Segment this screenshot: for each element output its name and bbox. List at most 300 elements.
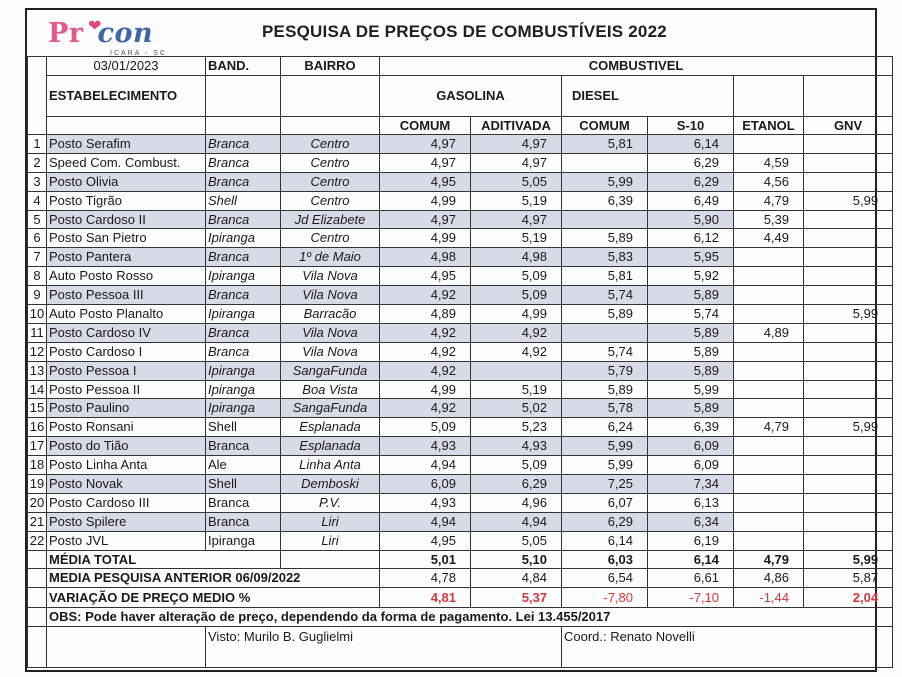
signature-row	[28, 627, 893, 668]
station-bairro: Barracão	[281, 305, 380, 324]
station-name: Posto Pessoa II	[47, 380, 206, 399]
station-band: Ipiranga	[206, 399, 281, 418]
etanol-header: ETANOL	[734, 117, 804, 135]
etanol-price: 4,59	[734, 153, 804, 172]
etanol-price: 4,56	[734, 172, 804, 191]
station-name: Posto Linha Anta	[47, 456, 206, 475]
gas-aditivada-price: 5,19	[471, 229, 562, 248]
station-bairro: Vila Nova	[281, 323, 380, 342]
diesel-comum-price: 5,81	[562, 267, 648, 286]
station-bairro: 1º de Maio	[281, 248, 380, 267]
station-bairro: Vila Nova	[281, 286, 380, 305]
diesel-header: DIESEL	[562, 76, 734, 117]
station-name: Posto Pessoa I	[47, 361, 206, 380]
etanol-price	[734, 437, 804, 456]
diesel-comum-price: 6,39	[562, 191, 648, 210]
station-bairro: SangaFunda	[281, 399, 380, 418]
etanol-price	[734, 248, 804, 267]
gas-comum-price: 4,94	[380, 456, 471, 475]
gas-comum-price: 4,97	[380, 135, 471, 154]
etanol-price	[734, 380, 804, 399]
station-bairro: Centro	[281, 172, 380, 191]
gas-comum-price: 4,98	[380, 248, 471, 267]
etanol-spacer	[734, 76, 804, 117]
logo-subtitle: ICARA - SC	[110, 50, 167, 57]
row-index: 21	[28, 512, 47, 531]
etanol-price: 4,79	[734, 418, 804, 437]
procon-logo	[42, 14, 192, 60]
media-total-label: MÉDIA TOTAL	[47, 550, 281, 569]
gas-aditivada-price: 4,97	[471, 135, 562, 154]
station-bairro: Centro	[281, 135, 380, 154]
logo-part2: con	[97, 18, 154, 49]
diesel-s10-price: 5,74	[648, 305, 734, 324]
station-band: Branca	[206, 210, 281, 229]
gas-aditivada-price: 4,93	[471, 437, 562, 456]
station-band: Branca	[206, 323, 281, 342]
station-name: Posto JVL	[47, 531, 206, 550]
bairro-spacer	[281, 76, 380, 117]
obs-row	[28, 608, 893, 627]
gas-aditivada-price: 4,97	[471, 153, 562, 172]
signature-blank	[47, 627, 206, 668]
row-index: 5	[28, 210, 47, 229]
station-name: Posto Tigrão	[47, 191, 206, 210]
table-row	[28, 210, 893, 229]
name-subheader	[47, 117, 206, 135]
gas-aditivada-price: 5,09	[471, 456, 562, 475]
gas-comum-price: 4,99	[380, 229, 471, 248]
row-index: 7	[28, 248, 47, 267]
diesel-comum-price: 6,14	[562, 531, 648, 550]
media-total-ga: 5,10	[471, 550, 562, 569]
page-title: PESQUISA DE PREÇOS DE COMBUSTÍVEIS 2022	[262, 22, 667, 41]
row-index: 1	[28, 135, 47, 154]
gnv-price	[804, 437, 893, 456]
etanol-price	[734, 512, 804, 531]
station-name: Auto Posto Planalto	[47, 305, 206, 324]
row-index: 16	[28, 418, 47, 437]
band-header: BAND.	[206, 57, 281, 76]
variacao-s10: -7,10	[648, 588, 734, 608]
variacao-label: VARIAÇÃO DE PREÇO MEDIO %	[47, 588, 380, 608]
etanol-price	[734, 135, 804, 154]
variacao-index	[28, 588, 47, 608]
signature-index	[28, 627, 47, 668]
header-row-2	[28, 76, 893, 117]
variacao-dc: -7,80	[562, 588, 648, 608]
gnv-price	[804, 172, 893, 191]
diesel-s10-price: 5,99	[648, 380, 734, 399]
gnv-price	[804, 531, 893, 550]
variacao-gc: 4,81	[380, 588, 471, 608]
row-index: 11	[28, 323, 47, 342]
gas-comum-price: 4,92	[380, 286, 471, 305]
etanol-price	[734, 475, 804, 494]
gnv-price	[804, 399, 893, 418]
table-row	[28, 456, 893, 475]
gas-aditivada-price: 4,92	[471, 342, 562, 361]
station-band: Shell	[206, 418, 281, 437]
index-header-spacer	[28, 76, 47, 117]
table-row	[28, 135, 893, 154]
diesel-comum-price: 5,74	[562, 342, 648, 361]
media-total-et: 4,79	[734, 550, 804, 569]
station-bairro: Boa Vista	[281, 380, 380, 399]
gnv-price	[804, 248, 893, 267]
etanol-price	[734, 399, 804, 418]
gas-comum-price: 4,93	[380, 493, 471, 512]
gnv-price: 5,99	[804, 305, 893, 324]
gnv-spacer	[804, 76, 893, 117]
gnv-price	[804, 210, 893, 229]
gas-comum-price: 4,97	[380, 210, 471, 229]
logo-part1: Pr	[48, 18, 84, 49]
obs-note: OBS: Pode haver alteração de preço, dependendo da forma de pagamento. Lei 13.455/2017	[47, 608, 893, 627]
media-total-gnv: 5,99	[804, 550, 893, 569]
row-index: 20	[28, 493, 47, 512]
gnv-price	[804, 475, 893, 494]
diesel-comum-price	[562, 210, 648, 229]
etanol-price: 4,79	[734, 191, 804, 210]
diesel-s10-price: 7,34	[648, 475, 734, 494]
table-row	[28, 418, 893, 437]
row-index: 15	[28, 399, 47, 418]
media-anterior-dc: 6,54	[562, 569, 648, 588]
station-band: Branca	[206, 512, 281, 531]
diesel-s10-price: 5,89	[648, 342, 734, 361]
table-row	[28, 531, 893, 550]
station-name: Posto Cardoso II	[47, 210, 206, 229]
gas-comum-price: 5,09	[380, 418, 471, 437]
gas-comum-price: 4,99	[380, 380, 471, 399]
table-row	[28, 229, 893, 248]
etanol-price: 4,49	[734, 229, 804, 248]
gas-aditivada-price: 5,09	[471, 286, 562, 305]
station-name: Auto Posto Rosso	[47, 267, 206, 286]
diesel-s10-price: 6,29	[648, 153, 734, 172]
media-anterior-et: 4,86	[734, 569, 804, 588]
gas-comum-price: 4,94	[380, 512, 471, 531]
media-anterior-row	[28, 569, 893, 588]
row-index: 14	[28, 380, 47, 399]
row-index: 4	[28, 191, 47, 210]
diesel-s10-price: 5,89	[648, 323, 734, 342]
gnv-price	[804, 286, 893, 305]
diesel-comum-price: 5,99	[562, 172, 648, 191]
table-row	[28, 342, 893, 361]
station-bairro: Jd Elizabete	[281, 210, 380, 229]
gnv-price	[804, 135, 893, 154]
station-name: Posto Spilere	[47, 512, 206, 531]
gas-aditivada-price	[471, 361, 562, 380]
station-band: Ipiranga	[206, 305, 281, 324]
diesel-comum-price: 6,07	[562, 493, 648, 512]
station-name: Posto Cardoso I	[47, 342, 206, 361]
gas-aditivada-price: 4,96	[471, 493, 562, 512]
diesel-comum-price: 6,24	[562, 418, 648, 437]
gas-comum-header: COMUM	[380, 117, 471, 135]
gas-comum-price: 6,09	[380, 475, 471, 494]
table-row	[28, 305, 893, 324]
station-band: Branca	[206, 153, 281, 172]
band-subheader	[206, 117, 281, 135]
diesel-comum-price: 5,78	[562, 399, 648, 418]
index-header	[28, 57, 47, 76]
gnv-price	[804, 493, 893, 512]
table-row	[28, 323, 893, 342]
row-index: 8	[28, 267, 47, 286]
station-bairro: Liri	[281, 531, 380, 550]
row-index: 19	[28, 475, 47, 494]
station-name: Posto Cardoso III	[47, 493, 206, 512]
diesel-comum-price	[562, 323, 648, 342]
row-index: 3	[28, 172, 47, 191]
table-row	[28, 399, 893, 418]
diesel-s10-price: 6,13	[648, 493, 734, 512]
combustivel-header: COMBUSTIVEL	[380, 57, 893, 76]
row-index: 18	[28, 456, 47, 475]
price-table	[27, 56, 893, 668]
etanol-price	[734, 267, 804, 286]
station-bairro: Esplanada	[281, 437, 380, 456]
row-index: 9	[28, 286, 47, 305]
gas-comum-price: 4,89	[380, 305, 471, 324]
table-row	[28, 493, 893, 512]
media-total-index	[28, 550, 47, 569]
gas-aditivada-price: 5,02	[471, 399, 562, 418]
etanol-price	[734, 286, 804, 305]
station-band: Branca	[206, 286, 281, 305]
etanol-price	[734, 361, 804, 380]
media-anterior-gnv: 5,87	[804, 569, 893, 588]
gas-comum-price: 4,92	[380, 323, 471, 342]
variacao-row	[28, 588, 893, 608]
diesel-s10-price: 6,09	[648, 437, 734, 456]
gnv-price	[804, 361, 893, 380]
media-anterior-label: MEDIA PESQUISA ANTERIOR 06/09/2022	[47, 569, 380, 588]
station-name: Posto do Tião	[47, 437, 206, 456]
diesel-s10-price: 6,12	[648, 229, 734, 248]
diesel-comum-price: 5,81	[562, 135, 648, 154]
gas-aditivada-price: 4,92	[471, 323, 562, 342]
diesel-s10-header: S-10	[648, 117, 734, 135]
gas-aditivada-price: 6,29	[471, 475, 562, 494]
media-anterior-gc: 4,78	[380, 569, 471, 588]
estabelecimento-header: ESTABELECIMENTO	[47, 76, 206, 117]
station-band: Ipiranga	[206, 361, 281, 380]
etanol-price	[734, 342, 804, 361]
station-band: Branca	[206, 493, 281, 512]
etanol-price: 5,39	[734, 210, 804, 229]
gas-comum-price: 4,97	[380, 153, 471, 172]
station-band: Ipiranga	[206, 380, 281, 399]
row-index: 12	[28, 342, 47, 361]
gnv-header: GNV	[804, 117, 893, 135]
diesel-comum-price: 5,99	[562, 456, 648, 475]
bairro-header: BAIRRO	[281, 57, 380, 76]
row-index: 22	[28, 531, 47, 550]
station-bairro: Demboski	[281, 475, 380, 494]
gnv-price	[804, 323, 893, 342]
etanol-price	[734, 531, 804, 550]
obs-index	[28, 608, 47, 627]
gas-comum-price: 4,95	[380, 172, 471, 191]
gnv-price: 5,99	[804, 191, 893, 210]
header-row-1	[28, 57, 893, 76]
diesel-comum-price	[562, 153, 648, 172]
diesel-comum-price: 5,74	[562, 286, 648, 305]
media-anterior-ga: 4,84	[471, 569, 562, 588]
station-bairro: Centro	[281, 229, 380, 248]
station-band: Branca	[206, 248, 281, 267]
diesel-comum-price: 6,29	[562, 512, 648, 531]
gas-aditivada-price: 4,99	[471, 305, 562, 324]
table-row	[28, 380, 893, 399]
gnv-price: 5,99	[804, 418, 893, 437]
variacao-ga: 5,37	[471, 588, 562, 608]
table-row	[28, 361, 893, 380]
station-name: Posto Serafim	[47, 135, 206, 154]
table-row	[28, 153, 893, 172]
station-band: Shell	[206, 191, 281, 210]
station-rows	[28, 135, 893, 551]
gas-aditivada-price: 4,97	[471, 210, 562, 229]
station-bairro: Centro	[281, 191, 380, 210]
diesel-s10-price: 6,19	[648, 531, 734, 550]
diesel-s10-price: 5,89	[648, 399, 734, 418]
diesel-comum-price: 5,89	[562, 229, 648, 248]
diesel-s10-price: 6,14	[648, 135, 734, 154]
gas-aditivada-price: 5,23	[471, 418, 562, 437]
etanol-price	[734, 493, 804, 512]
diesel-comum-price: 7,25	[562, 475, 648, 494]
gas-aditivada-price: 5,05	[471, 172, 562, 191]
variacao-gnv: 2,04	[804, 588, 893, 608]
gas-aditivada-price: 5,19	[471, 380, 562, 399]
row-index: 17	[28, 437, 47, 456]
diesel-s10-price: 5,92	[648, 267, 734, 286]
station-band: Branca	[206, 437, 281, 456]
row-index: 13	[28, 361, 47, 380]
table-row	[28, 437, 893, 456]
gnv-price	[804, 229, 893, 248]
station-name: Posto Paulino	[47, 399, 206, 418]
gas-comum-price: 4,95	[380, 531, 471, 550]
gas-aditivada-price: 4,94	[471, 512, 562, 531]
table-row	[28, 267, 893, 286]
station-bairro: Vila Nova	[281, 267, 380, 286]
station-band: Ipiranga	[206, 267, 281, 286]
station-name: Posto Novak	[47, 475, 206, 494]
station-bairro: Centro	[281, 153, 380, 172]
variacao-et: -1,44	[734, 588, 804, 608]
gas-aditivada-price: 5,19	[471, 191, 562, 210]
station-band: Branca	[206, 172, 281, 191]
table-row	[28, 475, 893, 494]
gasolina-header: GASOLINA	[380, 76, 562, 117]
station-band: Ale	[206, 456, 281, 475]
station-band: Branca	[206, 135, 281, 154]
gnv-price	[804, 512, 893, 531]
gas-comum-price: 4,95	[380, 267, 471, 286]
diesel-comum-price: 5,89	[562, 305, 648, 324]
coord-signature: Coord.: Renato Novelli	[562, 627, 893, 668]
media-anterior-s10: 6,61	[648, 569, 734, 588]
station-bairro: SangaFunda	[281, 361, 380, 380]
diesel-comum-price: 5,79	[562, 361, 648, 380]
gas-aditivada-price: 5,05	[471, 531, 562, 550]
diesel-s10-price: 5,95	[648, 248, 734, 267]
media-anterior-index	[28, 569, 47, 588]
index-header-spacer-2	[28, 117, 47, 135]
station-name: Posto Cardoso IV	[47, 323, 206, 342]
station-name: Posto Olivia	[47, 172, 206, 191]
gnv-price	[804, 342, 893, 361]
diesel-s10-price: 6,49	[648, 191, 734, 210]
gnv-price	[804, 456, 893, 475]
media-total-gc: 5,01	[380, 550, 471, 569]
station-name: Posto Ronsani	[47, 418, 206, 437]
diesel-s10-price: 6,09	[648, 456, 734, 475]
table-row	[28, 512, 893, 531]
gas-comum-price: 4,93	[380, 437, 471, 456]
bairro-subheader	[281, 117, 380, 135]
table-row	[28, 248, 893, 267]
gnv-price	[804, 267, 893, 286]
row-index: 10	[28, 305, 47, 324]
media-total-row	[28, 550, 893, 569]
etanol-price: 4,89	[734, 323, 804, 342]
gnv-price	[804, 153, 893, 172]
station-name: Posto Pessoa III	[47, 286, 206, 305]
table-row	[28, 191, 893, 210]
diesel-s10-price: 5,89	[648, 286, 734, 305]
station-bairro: Vila Nova	[281, 342, 380, 361]
etanol-price	[734, 305, 804, 324]
diesel-comum-price: 5,99	[562, 437, 648, 456]
diesel-comum-header: COMUM	[562, 117, 648, 135]
diesel-s10-price: 6,39	[648, 418, 734, 437]
diesel-s10-price: 6,29	[648, 172, 734, 191]
heart-icon: ❤	[88, 18, 102, 35]
gnv-price	[804, 380, 893, 399]
gas-comum-price: 4,99	[380, 191, 471, 210]
row-index: 2	[28, 153, 47, 172]
station-name: Posto Pantera	[47, 248, 206, 267]
band-spacer	[206, 76, 281, 117]
diesel-s10-price: 5,89	[648, 361, 734, 380]
diesel-comum-price: 5,89	[562, 380, 648, 399]
table-row	[28, 286, 893, 305]
station-name: Speed Com. Combust.	[47, 153, 206, 172]
gas-comum-price: 4,92	[380, 361, 471, 380]
station-bairro: Liri	[281, 512, 380, 531]
table-row	[28, 172, 893, 191]
station-band: Branca	[206, 342, 281, 361]
diesel-s10-price: 6,34	[648, 512, 734, 531]
diesel-s10-price: 5,90	[648, 210, 734, 229]
station-band: Shell	[206, 475, 281, 494]
gas-comum-price: 4,92	[380, 342, 471, 361]
media-total-s10: 6,14	[648, 550, 734, 569]
station-bairro: Esplanada	[281, 418, 380, 437]
station-bairro: Linha Anta	[281, 456, 380, 475]
station-band: Ipiranga	[206, 229, 281, 248]
station-name: Posto San Pietro	[47, 229, 206, 248]
gas-aditivada-price: 4,98	[471, 248, 562, 267]
diesel-comum-price: 5,83	[562, 248, 648, 267]
